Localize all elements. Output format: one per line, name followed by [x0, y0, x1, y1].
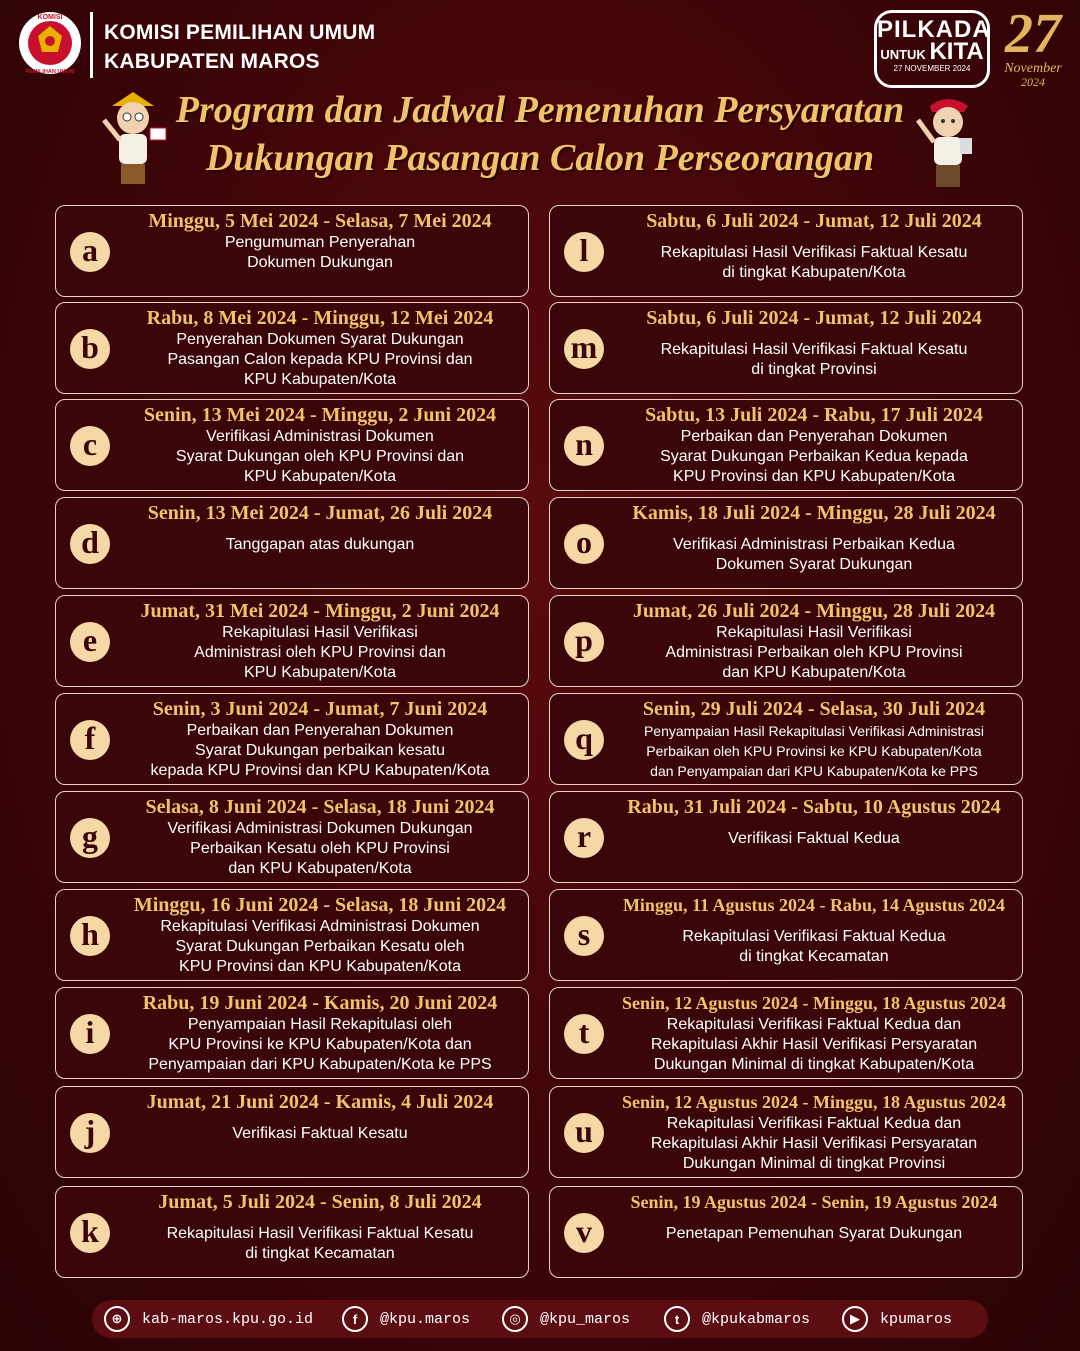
schedule-card-a — [55, 205, 529, 297]
step-date: Senin, 13 Mei 2024 - Jumat, 26 Juli 2024 — [147, 502, 493, 524]
facebook-link[interactable] — [342, 1305, 470, 1333]
schedule-card-q — [549, 693, 1023, 785]
schedule-card-s — [549, 889, 1023, 981]
step-description: Rekapitulasi Verifikasi Faktual Kedua dan Rekapitulasi Akhir Hasil Verifikasi Persyaratan Dukungan Minimal di tingkat Kabupaten/Kota — [650, 1016, 978, 1073]
step-description: Perbaikan dan Penyerahan Dokumen Syarat Dukungan Perbaikan Kedua kepada KPU Provinsi dan KPU Kabupaten/Kota — [660, 428, 968, 485]
step-date: Selasa, 8 Juni 2024 - Selasa, 18 Juni 2024 — [145, 796, 495, 818]
step-date: Sabtu, 6 Juli 2024 - Jumat, 12 Juli 2024 — [646, 307, 982, 329]
step-description: Penyerahan Dokumen Syarat Dukungan Pasangan Calon kepada KPU Provinsi dan KPU Kabupaten/Kota — [167, 331, 473, 388]
step-description: Pengumuman Penyerahan Dokumen Dukungan — [224, 234, 416, 271]
header — [0, 0, 1080, 90]
schedule-card-c — [55, 399, 529, 491]
step-description: Rekapitulasi Verifikasi Faktual Kedua di tingkat Kecamatan — [682, 928, 946, 965]
election-month: November — [1004, 61, 1062, 76]
title-line-2: Dukungan Pasangan Calon Perseorangan — [205, 137, 875, 179]
step-badge: q — [564, 720, 604, 760]
schedule-card-j — [55, 1086, 529, 1178]
election-day: 27 — [1005, 3, 1061, 65]
youtube-icon: ▶ — [842, 1306, 868, 1332]
schedule-card-f — [55, 693, 529, 785]
step-badge: p — [564, 622, 604, 662]
step-date: Minggu, 11 Agustus 2024 - Rabu, 14 Agustus 2024 — [622, 895, 1006, 915]
step-date: Senin, 29 Juli 2024 - Selasa, 30 Juli 2024 — [642, 698, 986, 720]
svg-text:KOMISI: KOMISI — [37, 14, 63, 21]
social-footer — [92, 1300, 988, 1338]
title-line-1: Program dan Jadwal Pemenuhan Persyaratan — [175, 89, 905, 131]
step-date: Minggu, 5 Mei 2024 - Selasa, 7 Mei 2024 — [148, 210, 492, 232]
pilkada-text: PILKADA — [877, 16, 991, 43]
step-badge: l — [564, 232, 604, 272]
step-description: Rekapitulasi Hasil Verifikasi Administrasi oleh KPU Provinsi dan KPU Kabupaten/Kota — [194, 624, 446, 681]
step-badge: j — [70, 1113, 110, 1153]
election-date — [998, 3, 1068, 89]
schedule-card-d — [55, 497, 529, 589]
schedule-card-o — [549, 497, 1023, 589]
step-date: Senin, 12 Agustus 2024 - Minggu, 18 Agustus 2024 — [621, 993, 1007, 1013]
schedule-card-i — [55, 987, 529, 1079]
org-line-2: KABUPATEN MAROS — [104, 50, 320, 73]
election-year: 2024 — [1021, 75, 1045, 89]
step-badge: e — [70, 622, 110, 662]
schedule-card-u — [549, 1086, 1023, 1178]
step-description: Rekapitulasi Hasil Verifikasi Faktual Kesatu di tingkat Kabupaten/Kota — [660, 244, 968, 281]
step-badge: u — [564, 1113, 604, 1153]
organization-name — [104, 18, 375, 76]
step-description: Penyampaian Hasil Rekapitulasi Verifikasi Administrasi Perbaikan oleh KPU Provinsi ke KPU Kabupaten/Kota dan Penyampaian dari KPU Kabupaten/Kota ke PPS — [643, 723, 985, 779]
website-link[interactable] — [104, 1305, 313, 1333]
step-badge: v — [564, 1213, 604, 1253]
instagram-icon: ◎ — [502, 1306, 528, 1332]
instagram-label: @kpu_maros — [540, 1310, 631, 1328]
untuk-kita-text: UNTUK KITA — [880, 38, 984, 65]
step-description: Verifikasi Administrasi Dokumen Dukungan Perbaikan Kesatu oleh KPU Provinsi dan KPU Kabupaten/Kota — [167, 820, 473, 877]
step-badge: i — [70, 1014, 110, 1054]
schedule-card-b — [55, 302, 529, 394]
facebook-icon: f — [342, 1306, 368, 1332]
schedule-card-g — [55, 791, 529, 883]
step-date: Jumat, 26 Juli 2024 - Minggu, 28 Juli 2024 — [632, 600, 996, 622]
step-date: Senin, 3 Juni 2024 - Jumat, 7 Juni 2024 — [152, 698, 488, 720]
step-badge: d — [70, 524, 110, 564]
website-label: kab-maros.kpu.go.id — [142, 1310, 314, 1328]
step-badge: h — [70, 916, 110, 956]
step-description: Rekapitulasi Hasil Verifikasi Faktual Kesatu di tingkat Kecamatan — [166, 1225, 474, 1262]
step-description: Verifikasi Faktual Kesatu — [232, 1125, 408, 1142]
header-divider — [90, 12, 93, 78]
schedule-card-k — [55, 1186, 529, 1278]
step-description: Tanggapan atas dukungan — [225, 536, 415, 553]
globe-icon: ⊕ — [104, 1306, 130, 1332]
step-description: Rekapitulasi Hasil Verifikasi Faktual Kesatu di tingkat Provinsi — [660, 341, 968, 378]
org-line-1: KOMISI PEMILIHAN UMUM — [104, 21, 376, 44]
step-badge: n — [564, 426, 604, 466]
schedule-card-r — [549, 791, 1023, 883]
schedule-card-h — [55, 889, 529, 981]
step-badge: c — [70, 426, 110, 466]
schedule-card-l — [549, 205, 1023, 297]
kpu-logo-icon — [18, 8, 82, 78]
step-date: Rabu, 8 Mei 2024 - Minggu, 12 Mei 2024 — [146, 307, 494, 329]
step-description: Verifikasi Faktual Kedua — [728, 830, 900, 847]
step-date: Jumat, 21 Juni 2024 - Kamis, 4 Juli 2024 — [146, 1091, 494, 1113]
page-title — [150, 86, 930, 182]
step-badge: a — [70, 232, 110, 272]
step-description: Perbaikan dan Penyerahan Dokumen Syarat Dukungan perbaikan kesatu kepada KPU Provinsi dan KPU Kabupaten/Kota — [150, 722, 490, 779]
step-date: Senin, 12 Agustus 2024 - Minggu, 18 Agustus 2024 — [621, 1092, 1007, 1112]
step-date: Sabtu, 6 Juli 2024 - Jumat, 12 Juli 2024 — [646, 210, 982, 232]
svg-text:PEMILIHAN UMUM: PEMILIHAN UMUM — [25, 69, 75, 75]
step-date: Rabu, 19 Juni 2024 - Kamis, 20 Juni 2024 — [142, 992, 498, 1014]
twitter-icon: t — [664, 1306, 690, 1332]
schedule-card-v — [549, 1186, 1023, 1278]
step-badge: m — [564, 329, 604, 369]
step-date: Jumat, 31 Mei 2024 - Minggu, 2 Juni 2024 — [140, 600, 500, 622]
schedule-card-p — [549, 595, 1023, 687]
step-badge: s — [564, 916, 604, 956]
step-badge: t — [564, 1014, 604, 1054]
step-badge: g — [70, 818, 110, 858]
step-date: Sabtu, 13 Juli 2024 - Rabu, 17 Juli 2024 — [645, 404, 983, 426]
twitter-link[interactable] — [664, 1305, 810, 1333]
step-badge: o — [564, 524, 604, 564]
pilkada-date-text: 27 NOVEMBER 2024 — [893, 64, 971, 73]
step-date: Jumat, 5 Juli 2024 - Senin, 8 Juli 2024 — [158, 1191, 482, 1213]
schedule-card-m — [549, 302, 1023, 394]
step-description: Rekapitulasi Verifikasi Faktual Kedua dan Rekapitulasi Akhir Hasil Verifikasi Persyaratan Dukungan Minimal di tingkat Provinsi — [650, 1115, 978, 1172]
step-description: Verifikasi Administrasi Dokumen Syarat Dukungan oleh KPU Provinsi dan KPU Kabupaten/Kota — [175, 428, 465, 485]
step-badge: r — [564, 818, 604, 858]
instagram-link[interactable] — [502, 1305, 630, 1333]
step-badge: k — [70, 1213, 110, 1253]
youtube-label: kpumaros — [880, 1310, 953, 1328]
twitter-label: @kpukabmaros — [702, 1310, 811, 1328]
step-description: Rekapitulasi Verifikasi Administrasi Dokumen Syarat Dukungan Perbaikan Kesatu oleh KPU Provinsi dan KPU Kabupaten/Kota — [160, 918, 480, 975]
schedule-card-t — [549, 987, 1023, 1079]
facebook-label: @kpu.maros — [380, 1310, 471, 1328]
schedule-card-e — [55, 595, 529, 687]
youtube-link[interactable] — [842, 1305, 952, 1333]
step-date: Rabu, 31 Juli 2024 - Sabtu, 10 Agustus 2024 — [627, 796, 1001, 818]
pilkada-logo — [874, 10, 990, 88]
step-date: Kamis, 18 Juli 2024 - Minggu, 28 Juli 2024 — [632, 502, 996, 524]
step-badge: b — [70, 329, 110, 369]
step-description: Verifikasi Administrasi Perbaikan Kedua Dokumen Syarat Dukungan — [673, 536, 955, 573]
step-date: Senin, 13 Mei 2024 - Minggu, 2 Juni 2024 — [143, 404, 497, 426]
step-badge: f — [70, 720, 110, 760]
step-date: Minggu, 16 Juni 2024 - Selasa, 18 Juni 2024 — [133, 894, 507, 916]
schedule-card-n — [549, 399, 1023, 491]
step-description: Penyampaian Hasil Rekapitulasi oleh KPU Provinsi ke KPU Kabupaten/Kota dan Penyampaian dari KPU Kabupaten/Kota ke PPS — [148, 1016, 492, 1073]
step-description: Rekapitulasi Hasil Verifikasi Administrasi Perbaikan oleh KPU Provinsi dan KPU Kabupaten/Kota — [665, 624, 963, 681]
step-date: Senin, 19 Agustus 2024 - Senin, 19 Agustus 2024 — [630, 1192, 998, 1212]
step-description: Penetapan Pemenuhan Syarat Dukungan — [665, 1225, 963, 1242]
